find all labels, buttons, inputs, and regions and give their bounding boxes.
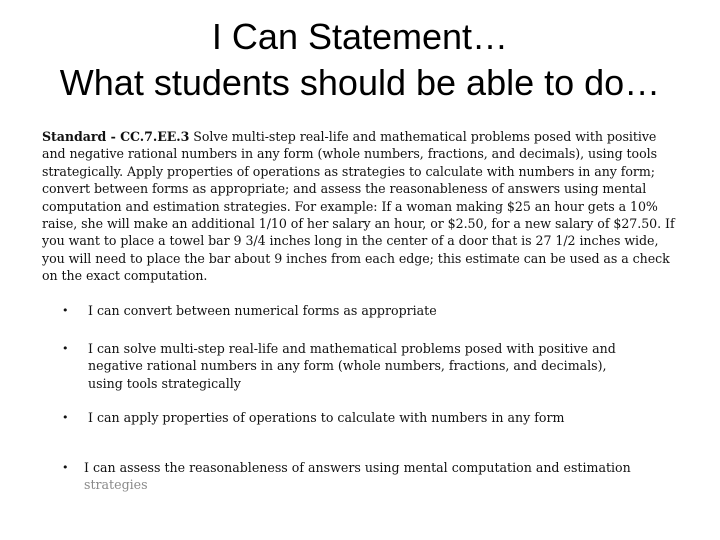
slide-title [0,14,720,106]
list-item-text: I can convert between numerical forms as appropriate [88,303,437,318]
standard-paragraph [42,128,682,285]
bullet-icon: • [62,411,69,424]
standard-text: Solve multi-step real-life and mathematical problems posed with positive and negative rational numbers in any form (whole numbers, fractions, and decimals), using tools strategically. Apply properties of operations as strategies to calculate with numbers in any form; convert between forms as appropriate; and assess the reasonableness of answers using mental computation and estimation strategies. For example: If a woman making $25 an hour gets a 10% raise, she will make an additional 1/10 of her salary an hour, or $2.50, for a new salary of $27.50. If you want to place a towel bar 9 3/4 inches long in the center of a door that is 27 1/2 inches wide, you will need to place the bar about 9 inches from each edge; this estimate can be used as a check on the exact computation. [42,129,675,284]
bullet-icon: • [62,304,69,317]
list-item [62,302,642,319]
list-item [62,459,642,494]
list-item [62,340,642,392]
list-item-text: I can solve multi-step real-life and mathematical problems posed with positive and negative rational numbers in any form (whole numbers, fractions, and decimals), using tools strategically [88,341,616,391]
list-item-text-main: I can assess the reasonableness of answers using mental computation and estimation [84,460,631,475]
title-line-1: I Can Statement… [211,16,509,57]
list-item-text [84,459,642,494]
title-line-2: What students should be able to do… [59,62,661,103]
standard-label: Standard - CC.7.EE.3 [42,129,190,144]
list-item-text-faint: strategies [84,477,148,493]
bullet-icon: • [62,461,69,474]
list-item-text: I can apply properties of operations to calculate with numbers in any form [88,410,565,425]
bullet-icon: • [62,342,69,355]
list-item [62,409,642,426]
